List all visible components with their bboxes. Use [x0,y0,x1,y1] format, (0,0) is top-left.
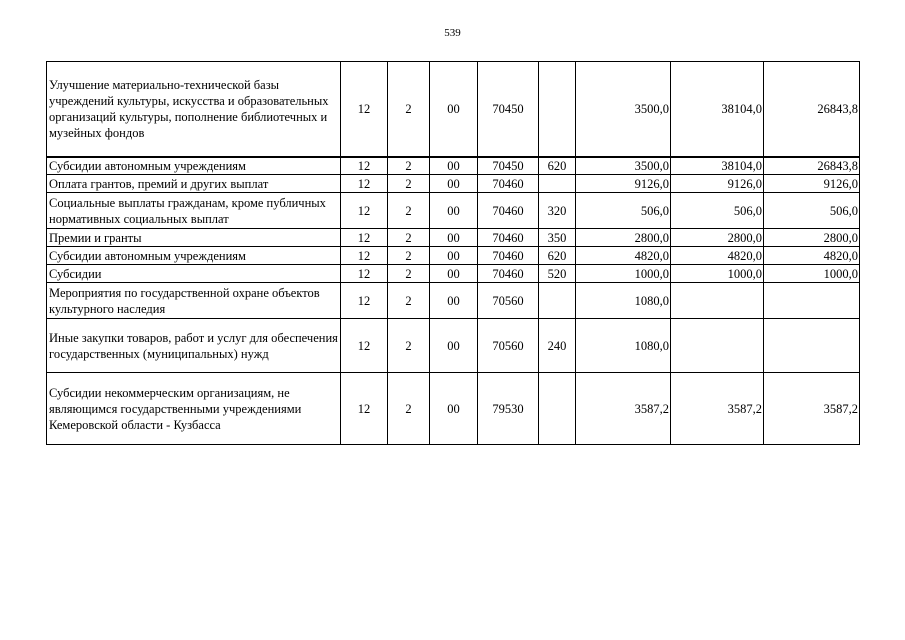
subsection-code: 2 [388,62,430,157]
amount-year-1: 1000,0 [576,265,671,283]
program-code: 00 [430,265,478,283]
expense-type-code: 320 [539,193,576,229]
amount-year-3: 2800,0 [764,229,860,247]
item-name: Субсидии автономным учреждениям [47,247,341,265]
section-code: 12 [341,157,388,175]
amount-year-3: 1000,0 [764,265,860,283]
target-code: 70460 [478,175,539,193]
table-row [47,157,860,175]
section-code: 12 [341,229,388,247]
subsection-code: 2 [388,229,430,247]
target-code: 70450 [478,62,539,157]
expense-type-code: 620 [539,247,576,265]
amount-year-1: 2800,0 [576,229,671,247]
table-row [47,283,860,319]
amount-year-1: 1080,0 [576,283,671,319]
target-code: 70560 [478,283,539,319]
amount-year-2: 2800,0 [671,229,764,247]
target-code: 70460 [478,229,539,247]
item-name: Субсидии некоммерческим организациям, не являющимся государственными учреждениями Кемеровской области - Кузбасса [47,373,341,445]
program-code: 00 [430,373,478,445]
amount-year-2: 3587,2 [671,373,764,445]
expense-type-code [539,373,576,445]
amount-year-1: 4820,0 [576,247,671,265]
subsection-code: 2 [388,373,430,445]
section-code: 12 [341,265,388,283]
section-code: 12 [341,247,388,265]
target-code: 70460 [478,247,539,265]
amount-year-3: 9126,0 [764,175,860,193]
section-code: 12 [341,193,388,229]
item-name: Мероприятия по государственной охране объектов культурного наследия [47,283,341,319]
target-code: 70560 [478,319,539,373]
amount-year-2 [671,319,764,373]
program-code: 00 [430,319,478,373]
item-name: Субсидии [47,265,341,283]
item-name: Премии и гранты [47,229,341,247]
expense-type-code: 520 [539,265,576,283]
amount-year-3 [764,283,860,319]
amount-year-3: 3587,2 [764,373,860,445]
section-code: 12 [341,373,388,445]
amount-year-3: 506,0 [764,193,860,229]
expense-type-code [539,283,576,319]
item-name: Иные закупки товаров, работ и услуг для обеспечения государственных (муниципальных) нужд [47,319,341,373]
table-row [47,319,860,373]
table-row [47,193,860,229]
amount-year-2: 38104,0 [671,157,764,175]
amount-year-2: 1000,0 [671,265,764,283]
amount-year-1: 506,0 [576,193,671,229]
page-number: 539 [444,27,461,39]
amount-year-2: 38104,0 [671,62,764,157]
section-code: 12 [341,175,388,193]
program-code: 00 [430,193,478,229]
subsection-code: 2 [388,265,430,283]
subsection-code: 2 [388,193,430,229]
target-code: 79530 [478,373,539,445]
target-code: 70460 [478,193,539,229]
table-row [47,62,860,157]
program-code: 00 [430,62,478,157]
amount-year-2: 506,0 [671,193,764,229]
section-code: 12 [341,319,388,373]
amount-year-1: 3587,2 [576,373,671,445]
amount-year-2 [671,283,764,319]
subsection-code: 2 [388,157,430,175]
expense-type-code [539,62,576,157]
amount-year-2: 9126,0 [671,175,764,193]
subsection-code: 2 [388,247,430,265]
amount-year-1: 3500,0 [576,62,671,157]
amount-year-3 [764,319,860,373]
table-row [47,247,860,265]
table-row [47,175,860,193]
expense-type-code: 620 [539,157,576,175]
amount-year-3: 26843,8 [764,62,860,157]
amount-year-3: 4820,0 [764,247,860,265]
target-code: 70460 [478,265,539,283]
table-row [47,265,860,283]
program-code: 00 [430,175,478,193]
expense-type-code [539,175,576,193]
subsection-code: 2 [388,175,430,193]
program-code: 00 [430,283,478,319]
section-code: 12 [341,283,388,319]
subsection-code: 2 [388,283,430,319]
program-code: 00 [430,157,478,175]
table-row [47,229,860,247]
amount-year-1: 1080,0 [576,319,671,373]
expense-type-code: 350 [539,229,576,247]
section-code: 12 [341,62,388,157]
program-code: 00 [430,229,478,247]
item-name: Социальные выплаты гражданам, кроме публичных нормативных социальных выплат [47,193,341,229]
amount-year-3: 26843,8 [764,157,860,175]
item-name: Оплата грантов, премий и других выплат [47,175,341,193]
amount-year-1: 9126,0 [576,175,671,193]
program-code: 00 [430,247,478,265]
budget-table [46,61,860,445]
target-code: 70450 [478,157,539,175]
item-name: Улучшение материально-технической базы учреждений культуры, искусства и образовательных организаций культуры, пополнение библиотечных и музейных фондов [47,62,341,157]
expense-type-code: 240 [539,319,576,373]
table-row [47,373,860,445]
amount-year-2: 4820,0 [671,247,764,265]
amount-year-1: 3500,0 [576,157,671,175]
subsection-code: 2 [388,319,430,373]
item-name: Субсидии автономным учреждениям [47,157,341,175]
